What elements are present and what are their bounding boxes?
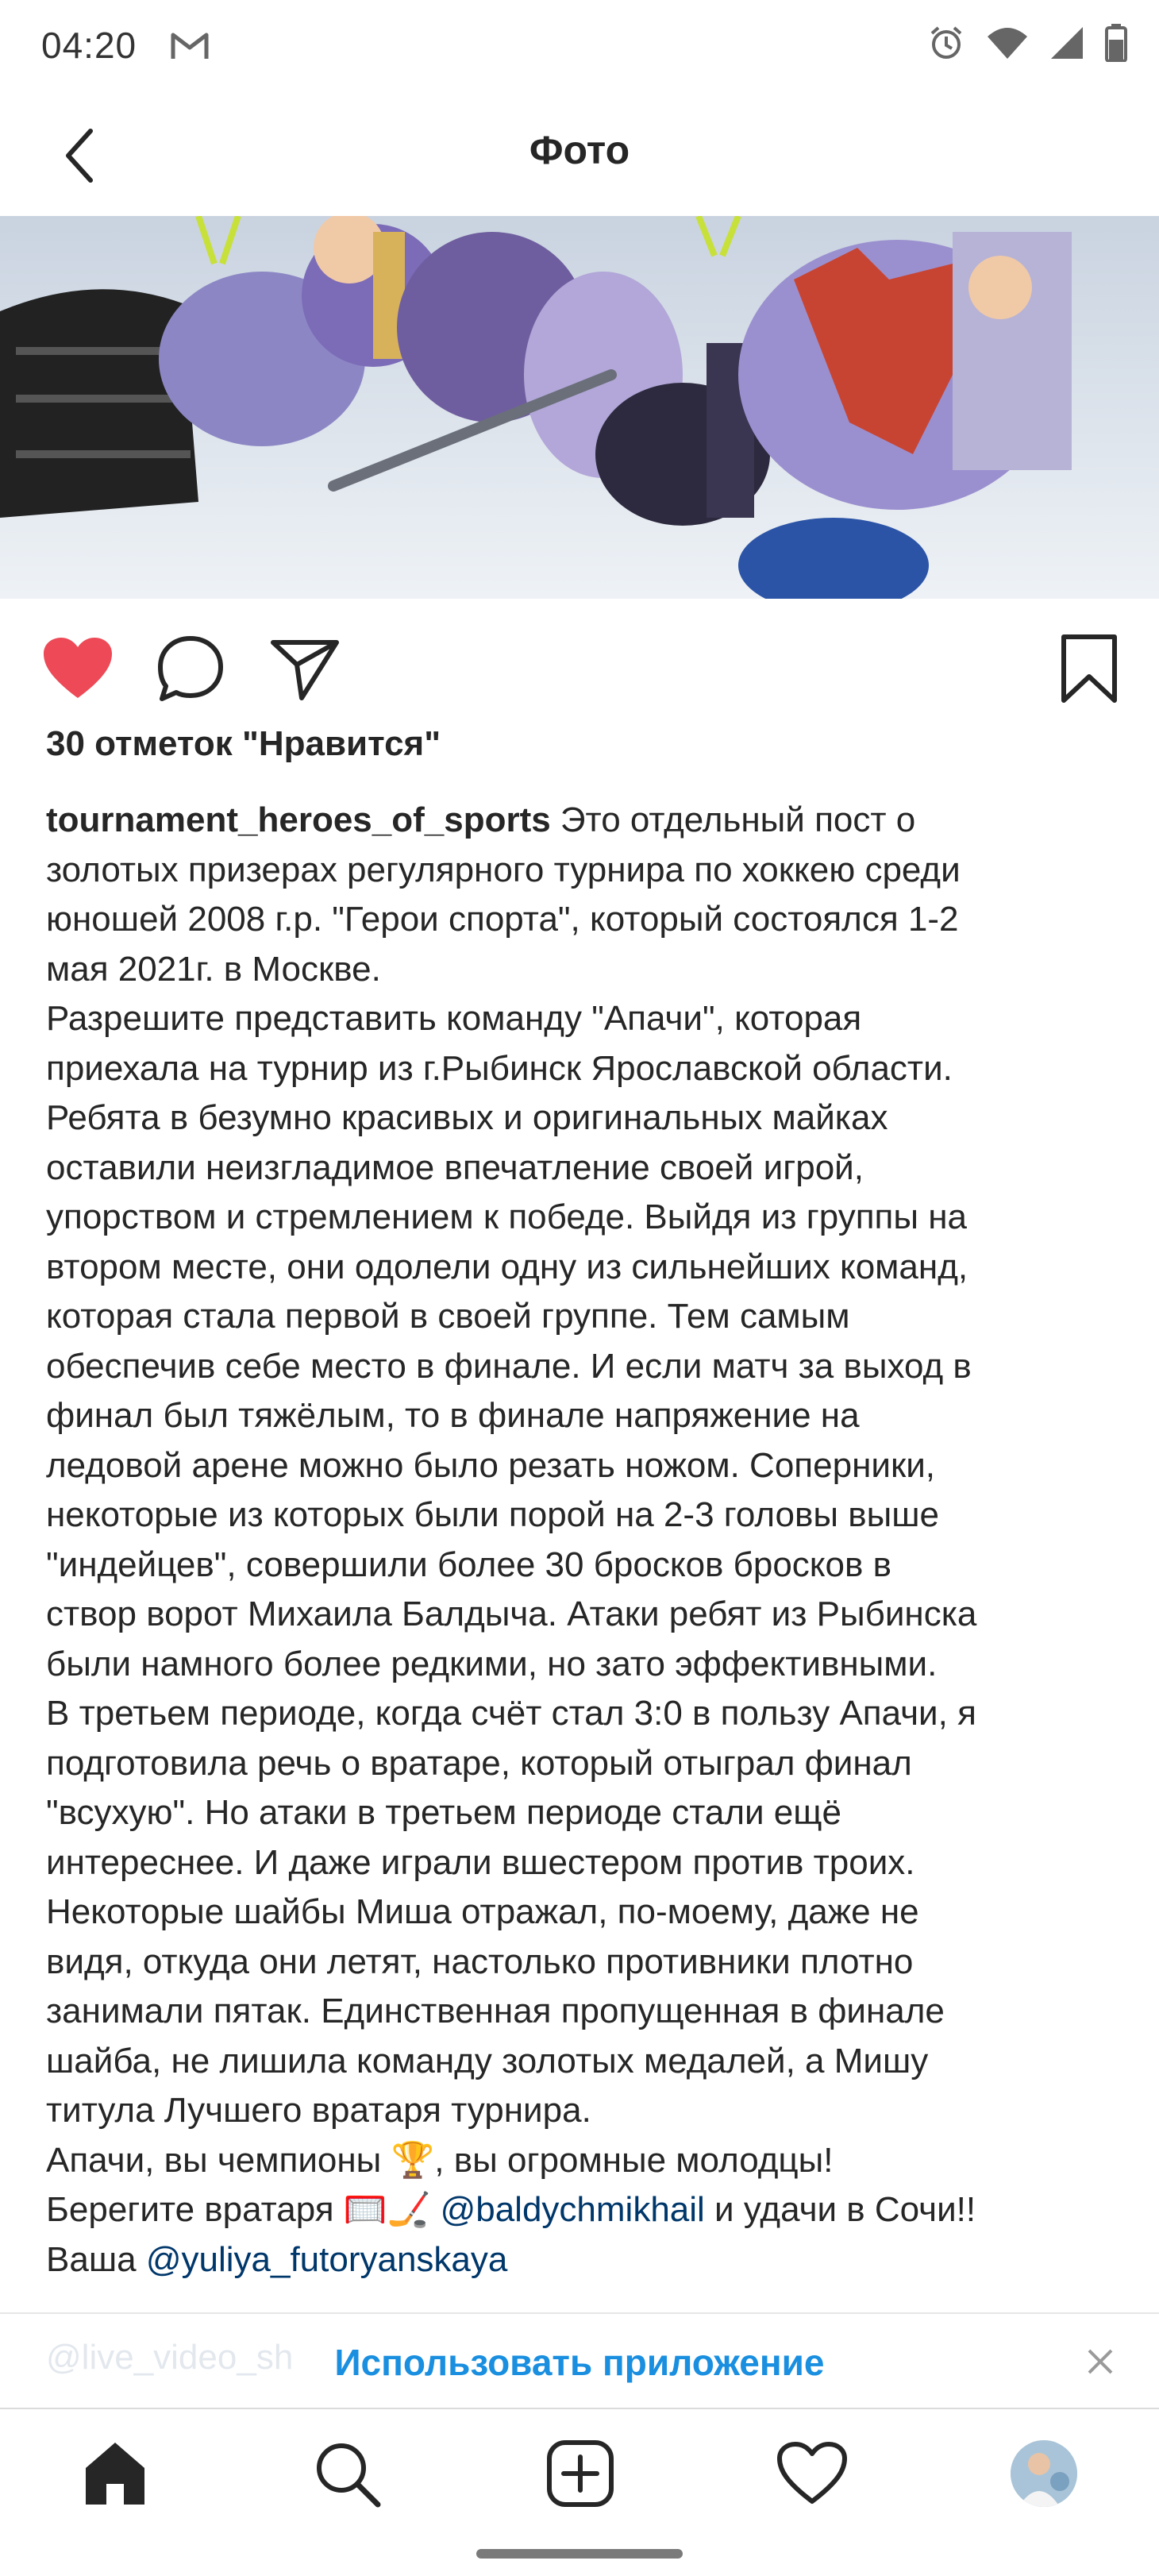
caption-text: В третьем периоде, когда счёт стал 3:0 в пользу Апачи, я [46,1694,976,1733]
mention-link[interactable]: @yuliya_futoryanskaya [145,2239,508,2279]
gmail-icon [170,30,210,62]
caption-line [46,1838,1134,1888]
caption-text: Это отдельный пост о [550,800,916,839]
caption-text: приехала на турнир из г.Рыбинск Ярославской области. [46,1048,953,1088]
caption-text: Берегите вратаря 🥅🏒 [46,2190,441,2229]
nav-profile[interactable] [1000,2430,1088,2517]
caption-line [46,2185,1134,2235]
caption-text: некоторые из которых были порой на 2-3 головы выше [46,1495,939,1534]
caption-line [46,846,1134,896]
battery-icon [1105,24,1127,62]
alarm-icon [927,24,965,62]
caption-text: оставили неизгладимое впечатление своей игрой, [46,1147,864,1187]
caption-text: видя, откуда они летят, настолько противники плотно [46,1942,914,1981]
caption-line [46,895,1134,945]
caption-text: титула Лучшего вратаря турнира. [46,2091,591,2130]
caption-line [46,1541,1134,1591]
home-icon [81,2439,149,2508]
caption-text: шайба, не лишила команду золотых медалей, а Мишу [46,2041,929,2080]
open-app-banner [0,2312,1159,2409]
caption-text: Ваша [46,2239,146,2279]
nav-search[interactable] [303,2430,391,2517]
home-indicator [476,2549,683,2559]
status-bar [0,0,1159,94]
caption-line [46,1342,1134,1392]
like-button[interactable] [40,631,116,707]
page-title: Фото [529,128,630,172]
close-icon [1087,2348,1114,2375]
comment-button[interactable] [152,631,229,707]
caption-line [46,796,1134,846]
caption-text: Ребята в безумно красивых и оригинальных майках [46,1098,888,1137]
top-header [0,103,1159,206]
caption-text: мая 2021г. в Москве. [46,949,381,989]
caption-text: упорством и стремлением к победе. Выйдя из группы на [46,1197,967,1236]
bottom-navigation [0,2408,1159,2528]
post-caption [46,796,1134,2285]
banner-ghost-text: @live_video_sh [46,2338,294,2377]
activity-heart-icon [776,2441,848,2506]
paper-plane-icon [270,636,340,701]
likes-count[interactable]: 30 отметок "Нравится" [46,724,441,763]
caption-line [46,1243,1134,1293]
caption-line [46,2086,1134,2136]
caption-text: "всухую". Но атаки в третьем периоде стали ещё [46,1793,841,1832]
caption-line [46,1490,1134,1541]
caption-text: были намного более редкими, но зато эффективными. [46,1644,938,1683]
open-app-link[interactable]: Использовать приложение [334,2342,825,2383]
share-button[interactable] [267,631,343,707]
nav-home[interactable] [71,2430,159,2517]
post-username[interactable]: tournament_heroes_of_sports [46,800,551,839]
caption-line [46,1093,1134,1143]
post-actions [0,619,1159,715]
caption-line [46,994,1134,1044]
caption-line [46,2235,1134,2285]
caption-line [46,1193,1134,1243]
new-post-icon [546,2439,614,2508]
close-banner-button[interactable] [1076,2338,1124,2385]
caption-text: интереснее. И даже играли вшестером против троих. [46,1842,915,1882]
caption-line [46,1044,1134,1094]
caption-text: подготовила речь о вратаре, который отыграл финал [46,1743,912,1783]
comment-bubble-icon [156,634,225,704]
mention-link[interactable]: @baldychmikhail [440,2190,705,2229]
caption-line [46,1143,1134,1194]
caption-line [46,2136,1134,2186]
caption-text: Некоторые шайбы Миша отражал, по-моему, даже не [46,1892,919,1931]
caption-line [46,1640,1134,1690]
caption-line [46,1292,1134,1342]
save-button[interactable] [1051,631,1127,707]
caption-text: Апачи, вы чемпионы 🏆, вы огромные молодцы! [46,2140,834,2180]
caption-line [46,1441,1134,1491]
caption-text: финал был тяжёлым, то в финале напряжение на [46,1396,860,1435]
caption-text: юношей 2008 г.р. "Герои спорта", который состоялся 1-2 [46,900,959,939]
caption-text: и удачи в Сочи!! [704,2190,976,2229]
caption-text: втором месте, они одолели одну из сильнейших команд, [46,1247,968,1286]
caption-text: ледовой арене можно было резать ножом. Соперники, [46,1445,936,1485]
caption-line [46,1391,1134,1441]
search-icon [313,2439,381,2508]
caption-line [46,2037,1134,2087]
caption-text: золотых призерах регулярного турнира по хоккею среди [46,850,961,889]
caption-text: Разрешите представить команду "Апачи", которая [46,999,862,1038]
caption-line [46,1938,1134,1988]
status-time: 04:20 [41,25,137,66]
caption-line [46,1987,1134,2037]
caption-text: "индейцев", совершили более 30 бросков бросков в [46,1544,891,1584]
signal-icon [1049,25,1084,60]
caption-line [46,1739,1134,1789]
bookmark-icon [1059,634,1119,704]
caption-line [46,1888,1134,1938]
caption-line [46,1590,1134,1640]
caption-text: обеспечив себе место в финале. И если матч за выход в [46,1346,972,1386]
caption-line [46,1788,1134,1838]
status-icons [927,24,1127,62]
caption-line [46,945,1134,995]
caption-text: створ ворот Михаила Балдыча. Атаки ребят из Рыбинска [46,1595,977,1633]
caption-text: которая стала первой в своей группе. Тем самым [46,1297,850,1336]
heart-filled-icon [42,636,114,701]
nav-new-post[interactable] [537,2430,624,2517]
caption-text: занимали пятак. Единственная пропущенная в финале [46,1992,945,2030]
caption-line [46,1689,1134,1739]
wifi-icon [986,25,1029,60]
profile-avatar [1011,2440,1077,2507]
post-photo[interactable] [0,216,1159,599]
nav-activity[interactable] [768,2430,856,2517]
